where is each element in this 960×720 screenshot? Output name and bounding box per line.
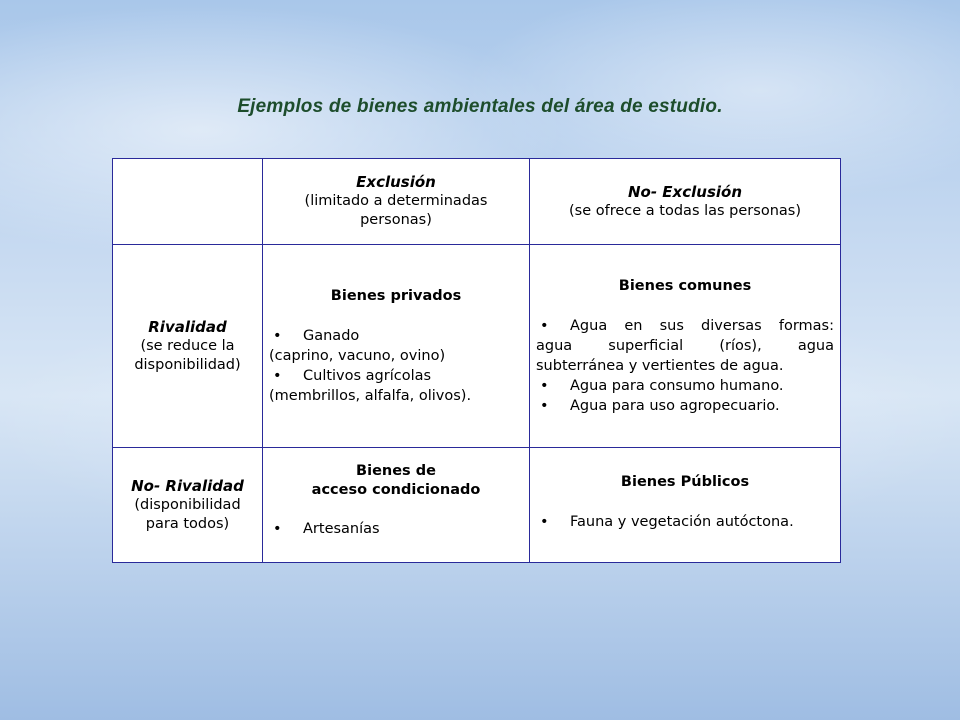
corner-cell bbox=[113, 159, 263, 245]
no-rivalidad-desc-2: para todos) bbox=[145, 515, 230, 532]
table-row-no-rivalidad bbox=[113, 448, 841, 563]
rivalidad-desc-1: (se reduce la bbox=[140, 337, 235, 354]
bullet-icon: • bbox=[273, 328, 282, 344]
no-exclusion-title: No- Exclusión bbox=[628, 182, 742, 201]
list-item: • Agua en sus diversas formas: bbox=[536, 316, 834, 336]
no-rivalidad-title: No- Rivalidad bbox=[131, 476, 244, 495]
table-row-header bbox=[113, 159, 841, 245]
header-exclusion bbox=[263, 159, 530, 245]
row-header-rivalidad bbox=[113, 245, 263, 448]
bullet-icon: • bbox=[540, 398, 549, 414]
header-no-exclusion bbox=[530, 159, 841, 245]
table-row-rivalidad bbox=[113, 245, 841, 448]
list-item-cont: subterránea y vertientes de agua. bbox=[536, 358, 784, 374]
cell-bienes-privados bbox=[263, 245, 530, 448]
condicionado-title-1: Bienes de bbox=[356, 463, 436, 479]
condicionado-title-2: acceso condicionado bbox=[311, 482, 481, 498]
goods-matrix-table bbox=[112, 158, 841, 563]
bullet-icon: • bbox=[273, 521, 282, 537]
list-item: • Ganado bbox=[269, 326, 523, 346]
row-header-no-rivalidad bbox=[113, 448, 263, 563]
list-item: • Artesanías bbox=[269, 520, 523, 539]
publicos-title: Bienes Públicos bbox=[620, 474, 750, 490]
bullet-icon: • bbox=[540, 514, 549, 530]
rivalidad-desc-2: disponibilidad) bbox=[134, 356, 241, 373]
list-item: • Fauna y vegetación autóctona. bbox=[536, 512, 834, 532]
bullet-icon: • bbox=[540, 318, 549, 334]
list-item-cont: (membrillos, alfalfa, olivos). bbox=[269, 388, 472, 404]
privados-title: Bienes privados bbox=[330, 288, 462, 304]
no-rivalidad-desc-1: (disponibilidad bbox=[134, 496, 241, 513]
bullet-icon: • bbox=[273, 368, 282, 384]
list-item: • Agua para consumo humano. bbox=[536, 376, 834, 396]
exclusion-title: Exclusión bbox=[356, 173, 436, 191]
list-item: • Agua para uso agropecuario. bbox=[536, 396, 834, 416]
cell-bienes-comunes bbox=[530, 245, 841, 448]
rivalidad-title: Rivalidad bbox=[148, 317, 227, 336]
exclusion-desc-2: personas) bbox=[360, 212, 432, 228]
cell-bienes-publicos bbox=[530, 448, 841, 563]
list-item: • Cultivos agrícolas bbox=[269, 366, 523, 386]
no-exclusion-desc: (se ofrece a todas las personas) bbox=[569, 202, 801, 219]
bullet-icon: • bbox=[540, 378, 549, 394]
list-item-cont: agua superficial (ríos), agua bbox=[536, 338, 834, 354]
exclusion-desc-1: (limitado a determinadas bbox=[304, 193, 488, 209]
cell-bienes-acceso-condicionado bbox=[263, 448, 530, 563]
comunes-title: Bienes comunes bbox=[618, 278, 752, 294]
list-item-cont: (caprino, vacuno, ovino) bbox=[269, 348, 446, 364]
slide-title: Ejemplos de bienes ambientales del área de estudio. bbox=[237, 96, 723, 117]
